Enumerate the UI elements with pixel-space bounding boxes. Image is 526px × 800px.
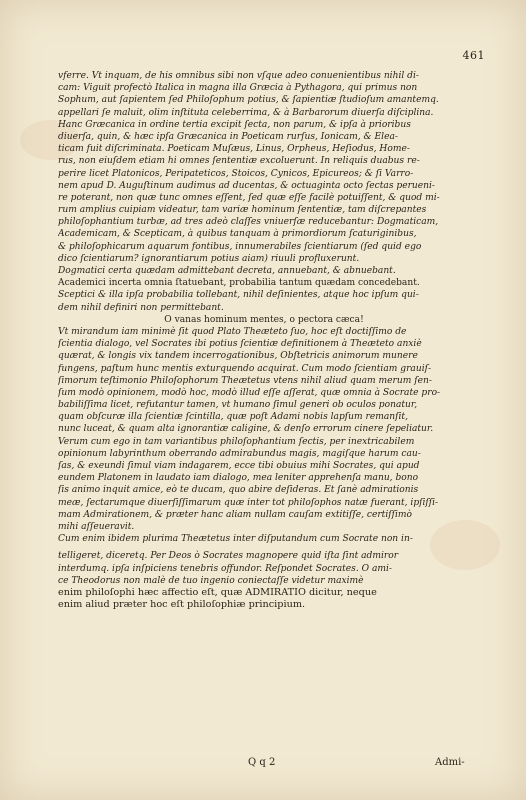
text-line: appellari ſe maluit, olim inſtituta celeberrima, & à Barbarorum diuerſa diſciplina. <box>58 107 434 118</box>
text-line: vferre. Vt inquam, de his omnibus sibi non vſque adeo conuenientibus nihil di- <box>58 71 419 81</box>
text-line: dico ſcientiarum? ignorantiarum potius aiam) riuuli profluxerunt. <box>58 253 360 264</box>
text-line: ſis animo inquit amice, eò te ducam, quo abire deſideras. Et ſanè admirationis <box>58 485 419 496</box>
text-line: Cum enim ibidem plurima Theætetus inter diſputandum cum Socrate non in- <box>58 534 413 545</box>
text-line: mihi aſſeueravit. <box>58 521 135 532</box>
text-line: Dogmatici certa quædam admittebant decreta, annuebant, & abnuebant. <box>58 266 396 276</box>
text-line: ſcientia dialogo, vel Socrates ibi potius ſcientiæ definitionem à Theæteto anxiè <box>58 339 422 350</box>
text-line: quam obſcuræ illa ſcientiæ ſcintilla, quæ poſt Adami nobis lapſum remanſit, <box>58 412 408 423</box>
text-line: perire licet Platonicos, Peripateticos, Stoicos, Cynicos, Epicureos; & ſi Varro- <box>58 168 414 179</box>
verse-line: O vanas hominum mentes, o pectora cæca! <box>164 314 364 325</box>
text-line <box>58 611 470 623</box>
text-line: dem nihil definiri non permittebant. <box>58 302 224 313</box>
text-line: interdumq. ipſa inſpiciens tenebris offundor. Reſpondet Socrates. O ami- <box>58 563 392 574</box>
text-line: fungens, paſtum hunc mentis exturquendo acquirat. Cum modo ſcientiam grauiſ- <box>58 363 432 374</box>
text-line: Academicam, & Scepticam, à quibus tanquam à primordiorum ſcaturiginibus, <box>58 229 417 240</box>
text-line: Vt mirandum iam minimè ſit quod Plato Theæteto ſuo, hoc eſt doctiſſimo de <box>58 326 407 337</box>
text-line: Sophum, aut ſapientem ſed Philoſophum potius, & ſapientiæ ſtudioſum amantemq. <box>58 95 439 106</box>
text-line: enim philoſophi hæc affectio eſt, quæ ADMIRATIO dicitur, neque <box>58 586 377 598</box>
text-line: ſum modò opinionem, modò hoc, modò illud eſſe aſſerat, quæ omnia à Socrate pro- <box>58 387 441 398</box>
text-line: telligeret, diceretq. Per Deos ò Socrates magnopere quid iſta ſint admiror <box>58 551 399 562</box>
text-line: diuerſa, quin, & hæc ipſa Græcanica in Poeticam rurſus, Ionicam, & Elea- <box>58 131 398 142</box>
text-line: ſimorum teſtimonio Philoſophorum Theætetus vtens nihil aliud quam merum ſen- <box>58 375 432 386</box>
text-line: mam Admirationem, & præter hanc aliam nullam cauſam extitiſſe, certiſſimò <box>58 509 412 520</box>
body-text <box>58 70 470 623</box>
text-line: ſas, & exeundi ſimul viam indagarem, ecce tibi obuius mihi Socrates, qui apud <box>58 461 420 471</box>
text-line: rum amplius cuipiam videatur, tam variæ hominum ſententiæ, tam diſcrepantes <box>58 205 427 216</box>
text-line: ce Theodorus non malè de tuo ingenio coniectaſſe videtur maximè <box>58 575 364 586</box>
signature-mark: Q q 2 <box>248 757 276 768</box>
text-line: meæ, ſectarumque diuerſiſſimarum quæ inter tot philoſophos natæ fuerant, ipſiſſi- <box>58 497 439 508</box>
text-line: philoſophantium turbæ, ad tres adeò claſſes vniuerſæ reducebantur: Dogmaticam, <box>58 217 439 228</box>
text-line: cam: Viguit profectò Italica in magna illa Græcia à Pythagora, qui primus non <box>58 83 418 94</box>
text-line: Verum cum ego in tam variantibus philoſophantium ſectis, per inextricabilem <box>58 436 415 447</box>
text-line: enim aliud præter hoc eſt philoſophiæ principium. <box>58 599 306 611</box>
text-line: & philoſophicarum aquarum fontibus, innumerabiles ſcientiarum (ſed quid ego <box>58 241 422 252</box>
page-footer <box>0 757 526 771</box>
text-line: ticam fuit diſcriminata. Poeticam Muſæus, Linus, Orpheus, Heſiodus, Home- <box>58 144 410 155</box>
text-line: eundem Platonem in laudato iam dialogo, mea leniter apprehenſa manu, bono <box>58 473 419 484</box>
text-line: Sceptici & illa ipſa probabilia tollebant, nihil deſinientes, atque hoc ipſum qui- <box>58 290 419 301</box>
text-line: re poterant, non quæ tunc omnes eſſent, ſed quæ eſſe facilè potuiſſent, & quod mi- <box>58 192 440 203</box>
text-line: nunc luceat, & quam alta ignorantiæ caligine, & denſo errorum cinere ſepeliatur. <box>58 424 434 435</box>
text-line: babiliſſima licet, refutantur tamen, vt humano ſimul generi ob oculos ponatur, <box>58 400 418 411</box>
page-number: 461 <box>462 49 485 62</box>
text-line: Academici incerta omnia ſtatuebant, probabilia tantum quædam concedebant. <box>58 278 420 289</box>
text-line: quærat, & longis vix tandem incerrogationibus, Obſtetricis animorum munere <box>58 351 418 362</box>
catchword: Admi- <box>435 757 465 768</box>
text-line: rus, non eiuſdem etiam hi omnes ſententiæ excoluerunt. In reliquis duabus re- <box>58 156 420 167</box>
text-line: nem apud D. Auguſtinum audimus ad ducentas, & octuaginta octo ſectas perueni- <box>58 180 436 191</box>
text-line: Hanc Græcanica in ordine tertia excipit ſecta, non parum, & ipſa à prioribus <box>58 119 411 130</box>
text-line: opinionum labyrinthum oberrando admirabundus magis, magiſque harum cau- <box>58 448 421 459</box>
